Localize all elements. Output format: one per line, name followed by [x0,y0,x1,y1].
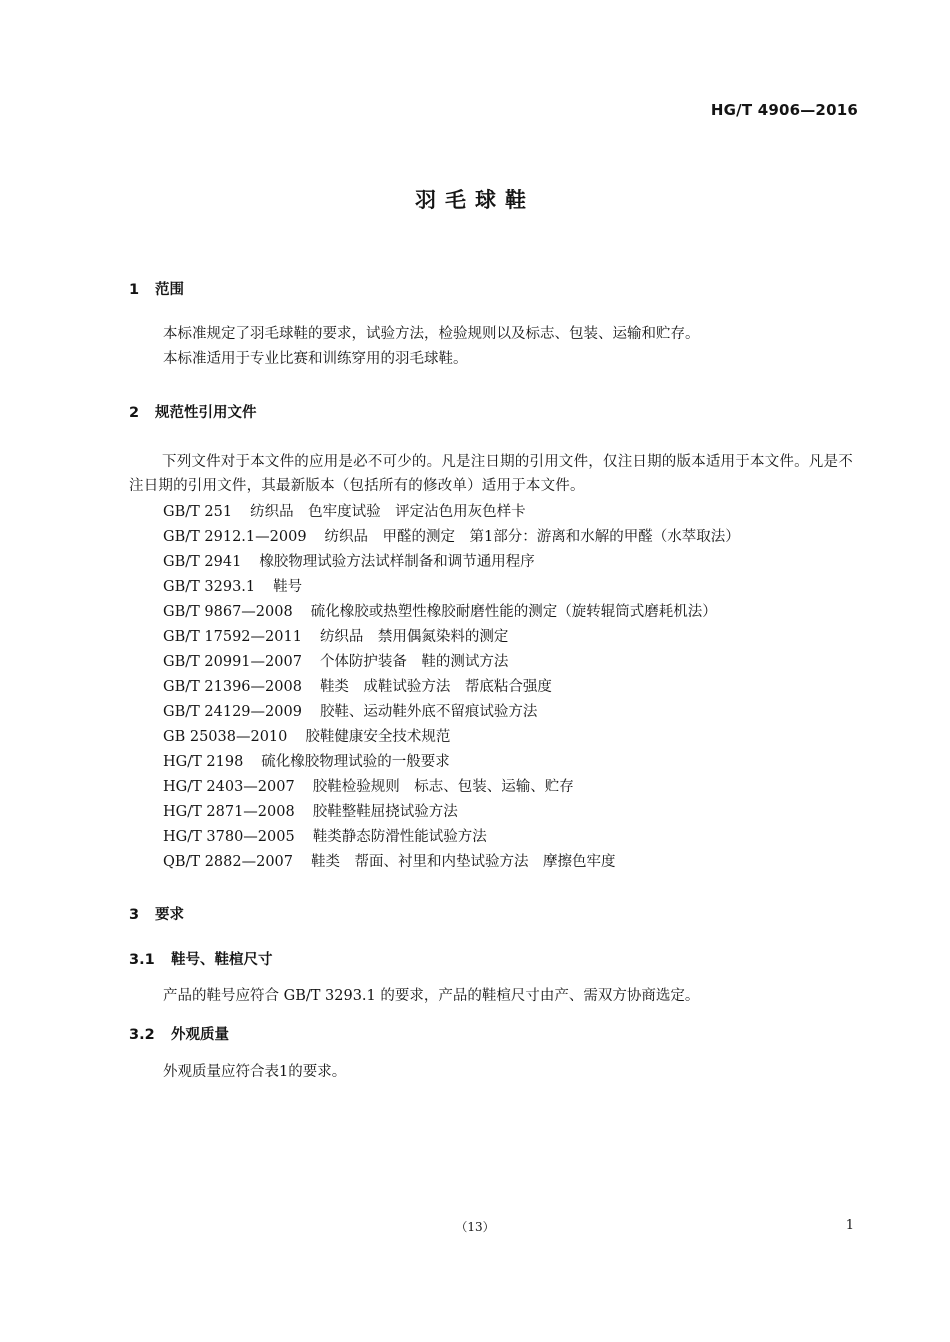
footer-page-center: （13） [455,1220,495,1234]
reference-item [163,675,552,696]
section-title: 规范性引用文件 [155,405,257,421]
reference-title: 胶鞋健康安全技术规范 [305,729,451,745]
reference-code: QB/T 2882—2007 [163,854,294,870]
reference-code: GB/T 2912.1—2009 [163,529,307,545]
section-2-heading [129,401,257,422]
reference-title: 胶鞋检验规则 标志、包装、运输、贮存 [312,779,574,795]
reference-title: 纺织品 色牢度试验 评定沾色用灰色样卡 [250,504,526,520]
reference-code: GB/T 17592—2011 [163,629,302,645]
reference-item [163,850,616,871]
reference-title: 硫化橡胶物理试验的一般要求 [261,754,450,770]
reference-code: GB/T 20991—2007 [163,654,302,670]
section-title: 范围 [155,282,184,298]
reference-item [163,500,526,521]
section-1-paragraph: 本标准适用于专业比赛和训练穿用的羽毛球鞋。 [163,351,468,367]
reference-item [163,725,450,746]
reference-title: 纺织品 禁用偶氮染料的测定 [319,629,509,645]
reference-code: HG/T 2198 [163,754,244,770]
reference-code: GB/T 21396—2008 [163,679,302,695]
reference-title: 橡胶物理试验方法试样制备和调节通用程序 [259,554,535,570]
section-3-heading [129,903,184,924]
reference-item [163,800,458,821]
section-number: 2 [129,405,140,421]
reference-title: 鞋类 成鞋试验方法 帮底粘合强度 [319,679,552,695]
section-number: 3 [129,907,140,923]
section-number: 1 [129,282,140,298]
reference-item [163,750,450,771]
reference-code: GB/T 24129—2009 [163,704,302,720]
reference-code: GB/T 3293.1 [163,579,256,595]
reference-title: 胶鞋、运动鞋外底不留痕试验方法 [319,704,538,720]
reference-item [163,550,535,571]
reference-code: GB/T 2941 [163,554,242,570]
section-3-1-paragraph: 产品的鞋号应符合 GB/T 3293.1 的要求，产品的鞋楦尺寸由产、需双方协商选定。 [163,988,700,1004]
section-3-1-heading [129,948,273,969]
section-2-intro: 下列文件对于本文件的应用是必不可少的。凡是注日期的引用文件，仅注日期的版本适用于本文件。凡是不注日期的引用文件，其最新版本（包括所有的修改单）适用于本文件。 [129,454,853,494]
reference-title: 纺织品 甲醛的测定 第1部分：游离和水解的甲醛（水萃取法） [324,529,740,545]
reference-title: 个体防护装备 鞋的测试方法 [319,654,509,670]
reference-code: HG/T 2871—2008 [163,804,295,820]
section-1-paragraph: 本标准规定了羽毛球鞋的要求，试验方法，检验规则以及标志、包装、运输和贮存。 [163,326,700,342]
section-title: 要求 [155,907,184,923]
reference-item [163,825,487,846]
reference-item [163,775,574,796]
footer-page-number: 1 [845,1218,854,1233]
reference-title: 硫化橡胶或热塑性橡胶耐磨性能的测定（旋转辊筒式磨耗机法） [310,604,717,620]
reference-item [163,575,302,596]
reference-title: 鞋类 帮面、衬里和内垫试验方法 摩擦色牢度 [311,854,616,870]
page-title: 羽毛球鞋 [415,188,535,212]
section-3-2-paragraph: 外观质量应符合表1的要求。 [163,1064,347,1080]
reference-code: GB/T 9867—2008 [163,604,293,620]
reference-title: 胶鞋整鞋屈挠试验方法 [312,804,458,820]
reference-code: HG/T 3780—2005 [163,829,295,845]
reference-code: GB 25038—2010 [163,729,288,745]
section-title: 外观质量 [171,1027,229,1043]
section-1-heading [129,278,184,299]
reference-item [163,625,508,646]
reference-title: 鞋类静态防滑性能试验方法 [312,829,487,845]
section-title: 鞋号、鞋楦尺寸 [171,952,273,968]
section-number: 3.2 [129,1027,155,1043]
standard-code: HG/T 4906—2016 [710,101,858,119]
reference-code: GB/T 251 [163,504,233,520]
section-3-2-heading [129,1023,229,1044]
reference-code: HG/T 2403—2007 [163,779,295,795]
section-number: 3.1 [129,952,155,968]
reference-title: 鞋号 [273,579,303,595]
reference-item [163,650,508,671]
reference-item [163,525,740,546]
reference-item [163,700,537,721]
reference-item [163,600,717,621]
